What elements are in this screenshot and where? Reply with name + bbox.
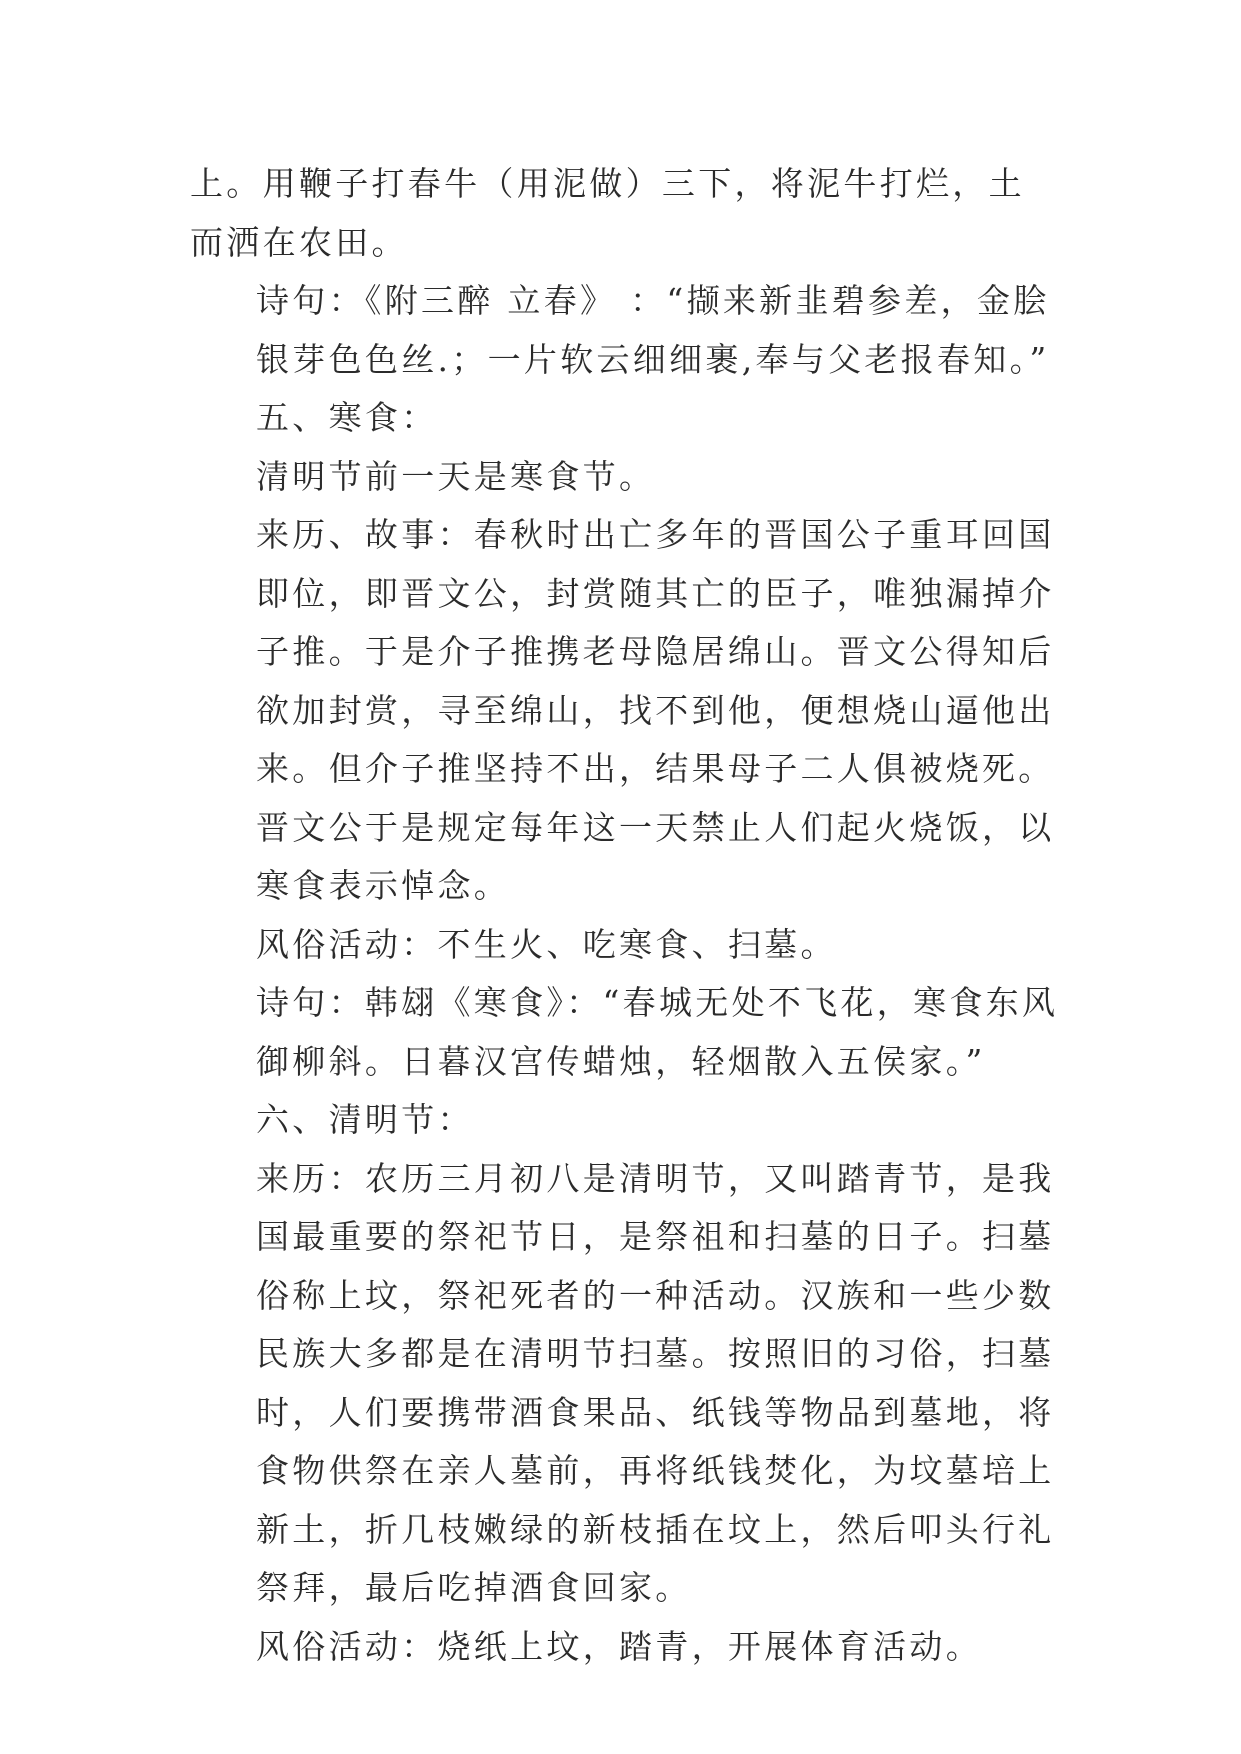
section-heading-qingming: 六、清明节： xyxy=(256,1100,474,1139)
paragraph-hanshi-poem: 诗句：韩翃《寒食》：“春城无处不飞花，寒食东风御柳斜。日暮汉宫传蜡烛，轻烟散入五侯家。” xyxy=(256,983,1059,1081)
document-body xyxy=(190,155,1060,1676)
paragraph-qingming-origin: 来历：农历三月初八是清明节，又叫踏青节，是我国最重要的祭祀节日，是祭祖和扫墓的日子。扫墓俗称上坟，祭祀死者的一种活动。汉族和一些少数民族大多都是在清明节扫墓。按照旧的习俗，扫墓时，人们要携带酒食果品、纸钱等物品到墓地，将食物供祭在亲人墓前，再将纸钱焚化，为坟墓培上新土，折几枝嫩绿的新枝插在坟上，然后叩头行礼祭拜，最后吃掉酒食回家。 xyxy=(256,1158,1055,1607)
paragraph-poem-lichun: 诗句：《附三醉 立春》 ：“撷来新韭碧参差，金脍银芽色色丝.；一片软云细细裹,奉与父老报春知。” xyxy=(256,281,1050,379)
section-heading-hanshi: 五、寒食： xyxy=(256,398,438,437)
paragraph-hanshi-customs: 风俗活动：不生火、吃寒食、扫墓。 xyxy=(256,924,837,964)
paragraph-hanshi-origin: 来历、故事：春秋时出亡多年的晋国公子重耳回国即位，即晋文公，封赏随其亡的臣子，唯独漏掉介子推。于是介子推携老母隐居绵山。晋文公得知后欲加封赏，寻至绵山，找不到他，便想烧山逼他出来。但介子推坚持不出，结果母子二人俱被烧死。晋文公于是规定每年这一天禁止人们起火烧饭，以寒食表示悼念。 xyxy=(256,515,1055,905)
paragraph-continuation: 上。用鞭子打春牛（用泥做）三下，将泥牛打烂，土而洒在农田。 xyxy=(190,164,1025,262)
paragraph-qingming-customs: 风俗活动：烧纸上坟，踏青，开展体育活动。 xyxy=(256,1626,982,1666)
paragraph-hanshi-intro: 清明节前一天是寒食节。 xyxy=(256,456,656,496)
